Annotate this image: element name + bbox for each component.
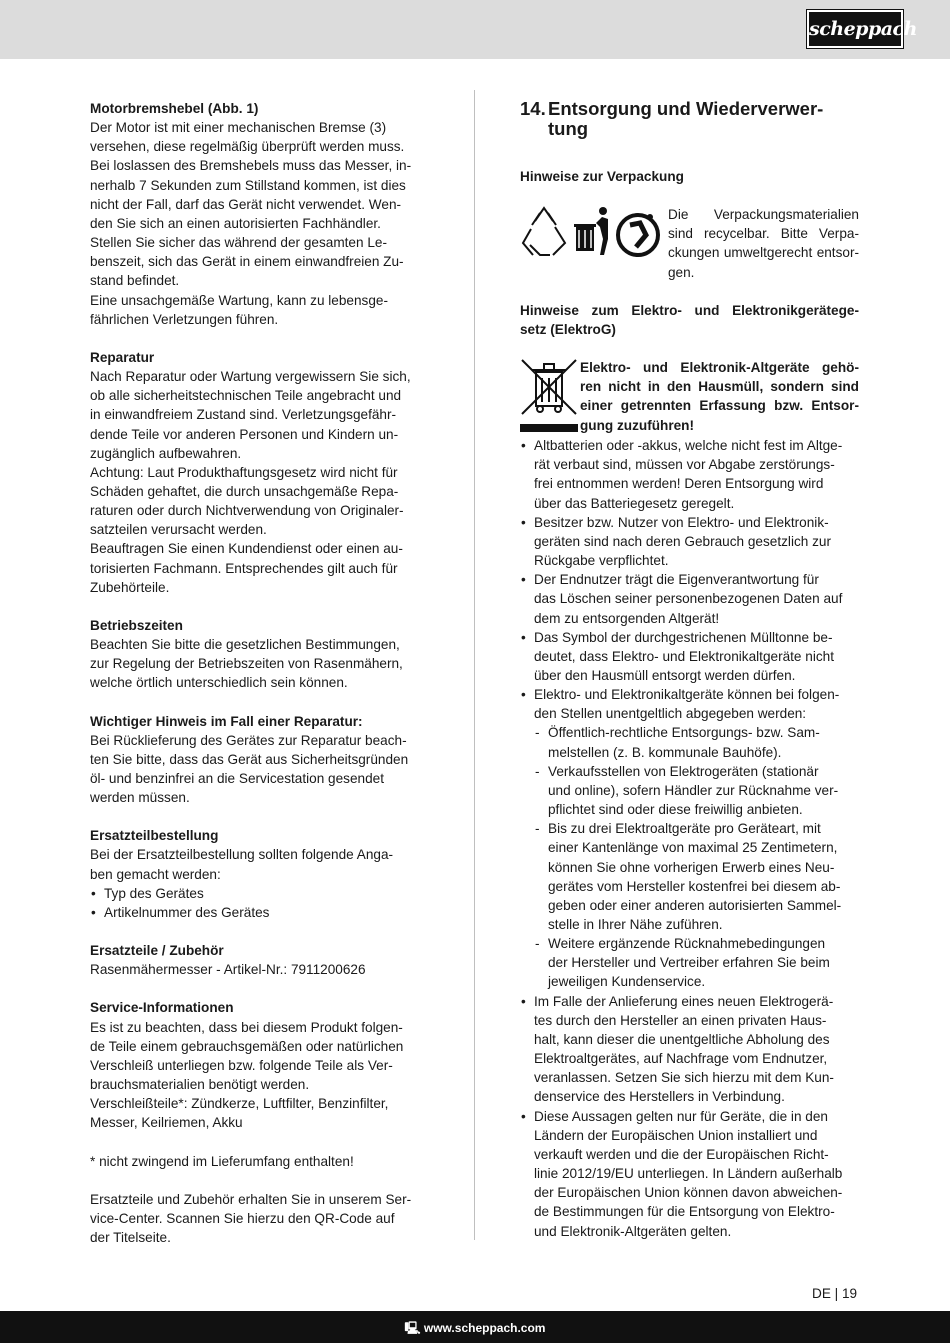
line: benszeit, sich das Gerät in einem einwandfreien Zu-: [90, 254, 404, 270]
packaging-block: [520, 205, 859, 282]
line: gung zuzuführen!: [580, 417, 695, 433]
line: zur Regelung der Betriebszeiten von Rasenmähern,: [90, 656, 403, 672]
line: stand befindet.: [90, 273, 180, 289]
line: zugänglich aufbewahren.: [90, 445, 242, 461]
line: ben gemacht werden:: [90, 866, 221, 882]
packaging-text: [668, 205, 859, 282]
heading-elektrog-cont: setz (ElektroG): [520, 321, 616, 337]
list-item: • Diese Aussagen gelten nur für Geräte, die in den Ländern der Europäischen Union installiert und verkauft werden und die der Europäischen Richt- linie 2012/19/EU unterliegen. In Ländern außerhalb der Europäischen Union können davon abweichen- de Bestimmungen für die Entsorgung von Elektro- und Elektronik-Altgeräten gelten.: [520, 1107, 859, 1241]
line: ob alle sicherheitstechnischen Teile angebracht und: [90, 388, 402, 404]
line: Stellen Sie sicher das während der gesamten Le-: [90, 235, 387, 251]
list-item: - Verkaufsstellen von Elektrogeräten (stationär und online), sofern Händler zur Rücknahme ver- pflichtet sind oder diese freiwillig anbieten.: [534, 762, 859, 819]
list-item: • Das Symbol der durchgestrichenen Mülltonne be- deutet, dass Elektro- und Elektronikaltgeräte nicht über den Hausmüll entsorgt werden dürfen.: [520, 628, 859, 685]
footer-bar: [0, 1311, 950, 1343]
line: Messer, Keilriemen, Akku: [90, 1115, 243, 1131]
trash-person-icon: [574, 207, 608, 255]
line: Eine unsachgemäße Wartung, kann zu lebensge-: [90, 292, 388, 308]
line: Elektro- und Elektronik-Altgeräte gehö-: [580, 360, 859, 376]
monitor-icon: 🖳︎: [404, 1321, 421, 1335]
list-item: • Elektro- und Elektronikaltgeräte können bei folgen- den Stellen unentgeltlich abgegeben werden: - Öffentlich-rechtliche Entsorgungs- bzw. Sam- melstellen (z. B. kommunale Bauhöfe). - Verkaufsstellen von Elektrogeräten (stationär und online), sofern Händler zur Rücknahme ver- pflichtet sind oder diese freiwillig anbieten. - Bis zu drei Elektroaltgeräte pro Geräteart, mit einer Kantenlänge von maximal 25 Zentimetern, können Sie ohne vorherigen Erwerb eines Neu- gerätes vom Hersteller kostenfrei bei diesem ab- geben oder einer anderen autorisierten Sammel- stelle in Ihrer Nähe zuführen. - Weitere ergänzende Rücknahmebedingungen der Hersteller und Vertreiber erfahren Sie beim jeweiligen Kundenservice.: [520, 685, 859, 992]
line: Bei der Ersatzteilbestellung sollten folgende Anga-: [90, 847, 394, 863]
list-item: • Typ des Gerätes: [90, 884, 430, 903]
line: Rasenmähermesser - Artikel-Nr.: 7911200626: [90, 962, 366, 978]
section-title-line: Entsorgung und Wiederverwer-: [548, 98, 824, 119]
column-divider: [474, 90, 475, 1240]
heading-service-informationen: Service-Informationen: [90, 1000, 234, 1016]
weee-block: [520, 358, 859, 436]
line: Zubehörteile.: [90, 579, 170, 595]
line: Verschleißteile*: Zündkerze, Luftfilter, Benzinfilter,: [90, 1096, 389, 1112]
heading-reparatur: Reparatur: [90, 349, 155, 365]
line: satzteilen verursacht werden.: [90, 522, 267, 538]
text-motorbremshebel: [90, 118, 430, 329]
line: den Sie sich an einen autorisierten Fachhändler.: [90, 215, 381, 231]
line: ren nicht in den Hausmüll, sondern sind: [580, 379, 859, 395]
line: Der Motor ist mit einer mechanischen Bremse (3): [90, 120, 387, 136]
line: dende Teile vor anderen Personen und Kindern un-: [90, 426, 399, 442]
line: Verschleiß unterliegen bzw. folgende Teile als Ver-: [90, 1057, 393, 1073]
collection-points-list: [534, 723, 859, 991]
text-reparatur: [90, 367, 430, 597]
line: Beauftragen Sie einen Kundendienst oder einen au-: [90, 541, 403, 557]
list-item: - Weitere ergänzende Rücknahmebedingungen der Hersteller und Vertreiber erfahren Sie beim jeweiligen Kundenservice.: [534, 934, 859, 991]
footer-url[interactable]: [0, 1319, 950, 1340]
list-item: • Artikelnummer des Gerätes: [90, 903, 430, 922]
section-title: [520, 99, 859, 139]
line: Schäden gehaftet, die durch unsachgemäße Repa-: [90, 483, 399, 499]
line: brauchsmaterialien benötigt werden.: [90, 1077, 310, 1093]
section-title-line: tung: [548, 118, 589, 139]
line: Bei loslassen des Bremshebels muss das Messer, in-: [90, 158, 412, 174]
line: Achtung: Laut Produkthaftungsgesetz wird nicht für: [90, 464, 398, 480]
recycling-icons: [520, 205, 668, 265]
heading-elektrog: Hinweise zum Elektro- und Elektronikgerätege-: [520, 302, 859, 318]
line: nicht der Fall, darf das Gerät nicht verwendet. Wen-: [90, 196, 402, 212]
line: welche örtlich unterschiedlich sein können.: [90, 675, 348, 691]
line: Nach Reparatur oder Wartung vergewissern Sie sich,: [90, 369, 411, 385]
line: ckungen umweltgerecht entsor-: [668, 245, 859, 261]
scheppach-logo: scheppach: [807, 10, 903, 48]
line: Die Verpackungsmaterialien: [668, 207, 859, 223]
line: sind recycelbar. Bitte Verpa-: [668, 226, 859, 242]
list-item: - Bis zu drei Elektroaltgeräte pro Geräteart, mit einer Kantenlänge von maximal 25 Zentimetern, können Sie ohne vorherigen Erwerb eines Neu- gerätes vom Hersteller kostenfrei bei diesem ab- geben oder einer anderen autorisierten Sammel- stelle in Ihrer Nähe zuführen.: [534, 819, 859, 934]
list-item: • Besitzer bzw. Nutzer von Elektro- und Elektronik- geräten sind nach deren Gebrauch gesetzlich zur Rückgabe verpflichtet.: [520, 513, 859, 570]
heading-ersatzteilbestellung: Ersatzteilbestellung: [90, 828, 219, 844]
heading-verpackung: Hinweise zur Verpackung: [520, 169, 684, 184]
line: vice-Center. Scannen Sie hierzu den QR-Code auf: [90, 1210, 395, 1226]
line: de Teile einem gebrauchsgemäßen oder natürlichen: [90, 1038, 404, 1054]
line: werden müssen.: [90, 790, 190, 806]
line: Beachten Sie bitte die gesetzlichen Bestimmungen,: [90, 637, 400, 653]
line: nerhalb 7 Sekunden zum Stillstand kommen, ist dies: [90, 177, 406, 193]
line: Ersatzteile und Zubehör erhalten Sie in unserem Ser-: [90, 1191, 412, 1207]
mobius-recycle-icon: [618, 214, 658, 255]
line: fährlichen Verletzungen führen.: [90, 311, 279, 327]
recycle-icon: [520, 205, 668, 265]
line: ten Sie bitte, dass das Gerät aus Sicherheitsgründen: [90, 751, 409, 767]
line: in einwandfreiem Zustand sind. Verletzungsgefähr-: [90, 407, 397, 423]
header-bar: [0, 0, 950, 59]
line: torisierten Fachmann. Entsprechendes gilt auch für: [90, 560, 398, 576]
elektrog-list: [520, 436, 859, 1241]
line: der Titelseite.: [90, 1229, 171, 1245]
line: versehen, diese regelmäßig überprüft werden muss.: [90, 139, 405, 155]
list-item: • Im Falle der Anlieferung eines neuen Elektrogerä- tes durch den Hersteller an einen privaten Haus- halt, kann dieser die unentgeltliche Abholung des Elektroaltgerätes, auf Nachfrage vom Endnutzer, veranlassen. Setzen Sie sich hierzu mit dem Kun- denservice des Herstellers in Verbindung.: [520, 992, 859, 1107]
heading-motorbremshebel: Motorbremshebel (Abb. 1): [90, 101, 259, 116]
website-link[interactable]: www.scheppach.com: [423, 1321, 546, 1335]
line: Es ist zu beachten, dass bei diesem Produkt folgen-: [90, 1019, 403, 1035]
footnote: * nicht zwingend im Lieferumfang enthalten!: [90, 1153, 354, 1169]
page-number: DE | 19: [812, 1286, 858, 1301]
heading-ersatzteile-zubehoer: Ersatzteile / Zubehör: [90, 943, 224, 959]
line: raturen oder durch Nichtverwendung von Originaler-: [90, 503, 404, 519]
line: gen.: [668, 264, 695, 280]
heading-betriebszeiten: Betriebszeiten: [90, 617, 183, 633]
line: einer getrennten Erfassung bzw. Entsor-: [580, 398, 859, 414]
left-column: [90, 99, 430, 1247]
right-column: [520, 99, 859, 1241]
heading-wichtiger-hinweis: Wichtiger Hinweis im Fall einer Reparatur:: [90, 713, 363, 729]
section-number: 14.: [520, 98, 546, 119]
list-item: • Der Endnutzer trägt die Eigenverantwortung für das Löschen seiner personenbezogenen Daten auf dem zu entsorgenden Altgerät!: [520, 570, 859, 627]
line: öl- und benzinfrei an die Servicestation gesendet: [90, 771, 384, 786]
weee-warning: [580, 358, 859, 436]
list-item: - Öffentlich-rechtliche Entsorgungs- bzw. Sam- melstellen (z. B. kommunale Bauhöfe).: [534, 723, 859, 761]
line: Bei Rücklieferung des Gerätes zur Reparatur beach-: [90, 732, 407, 748]
crossed-out-bin-icon: [520, 358, 580, 436]
list-item: • Altbatterien oder -akkus, welche nicht fest im Altge- rät verbaut sind, müssen vor Abgabe zerstörungs- frei entnommen werden! Deren Entsorgung wird über das Batteriegesetz geregelt.: [520, 436, 859, 513]
ersatzteil-list: [90, 884, 430, 922]
